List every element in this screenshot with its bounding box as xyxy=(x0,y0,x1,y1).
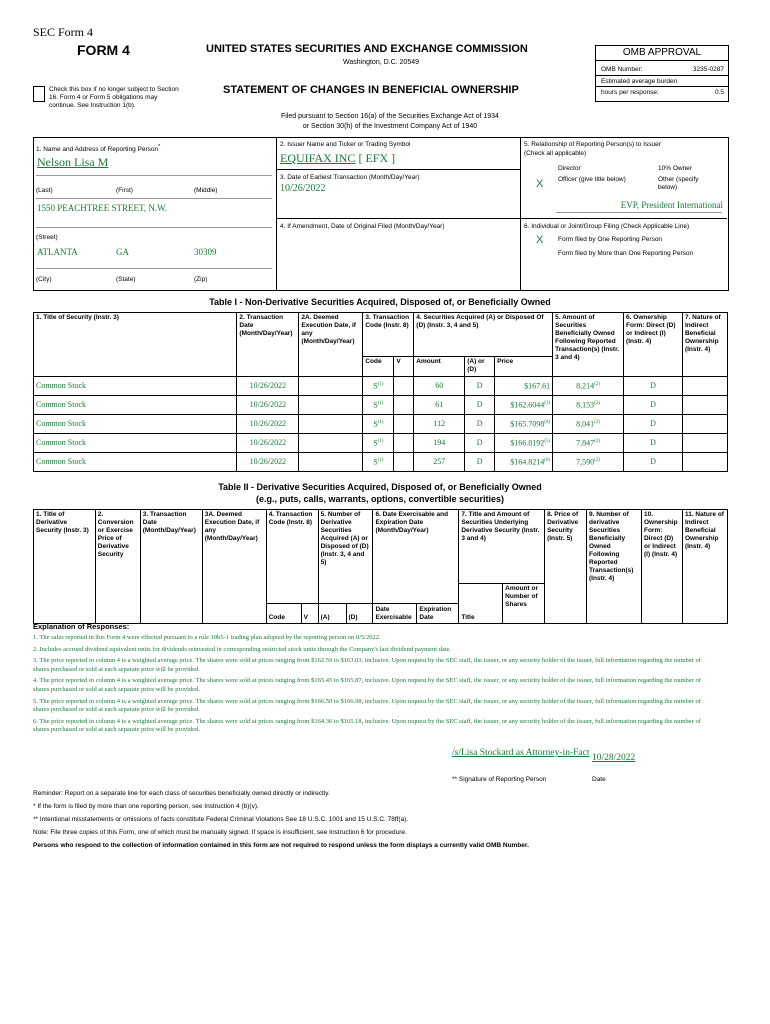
explanation-item: 6. The price reported in column 4 is a weighted average price. The shares were sold at prices ranging from $164.36 to $165.18, inclusive. Upon request by the SEC staff, the issuer, or any security holder of the issuer, full information regarding the number of shares purchased or sold at each separate price will be provided. xyxy=(33,717,701,734)
t1-price: Price xyxy=(495,357,553,377)
officer-title: EVP, President International xyxy=(620,200,723,210)
row-form xyxy=(624,415,683,434)
explanation-item: 2. Includes accrued dividend equivalent units for dividends reinvested in corresponding restricted stock units through the Company's last dividend payment date. xyxy=(33,645,452,653)
signature-date: 10/28/2022 xyxy=(592,753,636,763)
row-owned xyxy=(553,415,624,434)
issuer-name-ticker[interactable] xyxy=(280,151,395,166)
t1-h6: 6. Ownership Form: Direct (D) or Indirect (I) (Instr. 4) xyxy=(624,313,683,377)
footnote-ref: (2) xyxy=(594,458,600,464)
signature-name: /s/Lisa Stockard as Attorney-in-Fact xyxy=(452,748,590,758)
row-owned-value: 7,590 xyxy=(576,457,595,467)
more-than-one-option[interactable]: Form filed by More than One Reporting Person xyxy=(558,250,694,257)
omb-number-value: 3235-0287 xyxy=(692,66,724,73)
explanation-list xyxy=(33,634,713,738)
row-price-value: $166.8192 xyxy=(510,438,545,448)
director-option[interactable]: Director xyxy=(558,165,581,172)
t2-amount-shares: Amount or Number of Shares xyxy=(503,584,545,624)
row-amount xyxy=(414,396,465,415)
row-form xyxy=(624,377,683,396)
filed-pursuant-line1: Filed pursuant to Section 16(a) of the Securities Exchange Act of 1934 xyxy=(281,113,499,120)
table-row xyxy=(34,434,728,453)
row-owned-value: 8,041 xyxy=(576,419,595,429)
row-a-or-d-value: D xyxy=(476,400,483,409)
t2-h3a: 3A. Deemed Execution Date, if any (Month/Day/Year) xyxy=(202,510,266,624)
row-form-value: D xyxy=(650,438,656,447)
row-form xyxy=(624,434,683,453)
t2-h7: 7. Title and Amount of Securities Underlying Derivative Security (Instr. 3 and 4) xyxy=(459,510,545,584)
location: Washington, D.C. 20549 xyxy=(343,59,420,66)
table2-title1: Table II - Derivative Securities Acquired, Disposed of, or Beneficially Owned xyxy=(218,482,542,492)
state: GA xyxy=(116,247,129,257)
t1-h7: 7. Nature of Indirect Beneficial Ownership (Instr. 4) xyxy=(682,313,727,377)
omb-number-label: OMB Number: xyxy=(601,66,643,73)
t1-h1: 1. Title of Security (Instr. 3) xyxy=(34,313,237,377)
earliest-transaction-date: 10/26/2022 xyxy=(280,183,326,194)
row-a-or-d-value: D xyxy=(476,457,483,466)
table2 xyxy=(33,509,728,624)
t2-h4: 4. Transaction Code (Instr. 8) xyxy=(266,510,318,604)
amendment-label: 4. If Amendment, Date of Original Filed (Month/Day/Year) xyxy=(280,223,445,230)
row-owned xyxy=(553,396,624,415)
t1-h2a: 2A. Deemed Execution Date, if any (Month/Day/Year) xyxy=(299,313,363,377)
row-title xyxy=(34,453,237,472)
footer-note-2: ** Intentional misstatements or omissions of facts constitute Federal Criminal Violations See 18 U.S.C. 1001 and 15 U.S.C. 78ff(a). xyxy=(33,816,409,823)
row-deemed xyxy=(299,453,363,472)
row-amount-value: 194 xyxy=(433,438,446,447)
row-form-value: D xyxy=(650,381,656,390)
row-a-or-d xyxy=(465,434,495,453)
footer-note-1: * If the form is filed by more than one reporting person, see Instruction 4 (b)(v). xyxy=(33,803,259,810)
filing-label: 6. Individual or Joint/Group Filing (Check Applicable Line) xyxy=(524,223,690,230)
row-v xyxy=(394,377,414,396)
footnote-ref: (1) xyxy=(377,439,384,445)
table1 xyxy=(33,312,728,472)
footnote-ref: (5) xyxy=(544,439,551,445)
row-date-value: 10/26/2022 xyxy=(249,457,287,466)
t2-h5: 5. Number of Derivative Securities Acquired (A) or Disposed of (D) (Instr. 3, 4 and 5) xyxy=(318,510,373,604)
t1-amount: Amount xyxy=(414,357,465,377)
earliest-transaction-label: 3. Date of Earliest Transaction (Month/Day/Year) xyxy=(280,174,420,181)
explanation-heading: Explanation of Responses: xyxy=(33,622,130,631)
issuer-ticker: [ EFX ] xyxy=(358,151,396,165)
footnote-ref: (2) xyxy=(594,420,600,426)
row-price xyxy=(495,396,553,415)
row-date-value: 10/26/2022 xyxy=(249,438,287,447)
row-deemed xyxy=(299,434,363,453)
zip: 30309 xyxy=(194,247,217,257)
row-nature xyxy=(682,434,727,453)
row-amount-value: 60 xyxy=(435,381,444,390)
middle-label: (Middle) xyxy=(194,187,218,194)
row-nature xyxy=(682,377,727,396)
row-amount xyxy=(414,434,465,453)
row-form-value: D xyxy=(650,457,656,466)
omb-hours-value: 0.5 xyxy=(714,89,724,96)
row-amount xyxy=(414,415,465,434)
row-nature xyxy=(682,396,727,415)
state-label: (State) xyxy=(116,276,136,283)
row-amount-value: 257 xyxy=(433,457,446,466)
row-v xyxy=(394,396,414,415)
row-deemed xyxy=(299,377,363,396)
signature-label: ** Signature of Reporting Person xyxy=(452,776,547,783)
row-date-value: 10/26/2022 xyxy=(249,419,287,428)
row-form-value: D xyxy=(650,400,656,409)
box1-label: 1. Name and Address of Reporting Person* xyxy=(36,144,161,154)
row-a-or-d xyxy=(465,415,495,434)
row-owned-value: 7,847 xyxy=(576,438,595,448)
t2-v: V xyxy=(301,604,318,624)
row-price xyxy=(495,377,553,396)
t2-d: (D) xyxy=(346,604,373,624)
omb-hours-label: hours per response: xyxy=(601,89,659,96)
t1-code: Code xyxy=(363,357,394,377)
omb-burden-label: Estimated average burden xyxy=(601,78,678,85)
row-v xyxy=(394,453,414,472)
row-form xyxy=(624,396,683,415)
row-nature xyxy=(682,453,727,472)
t1-aord: (A) or (D) xyxy=(465,357,495,377)
row-a-or-d xyxy=(465,453,495,472)
no-longer-subject-checkbox[interactable] xyxy=(33,86,45,102)
table-row xyxy=(34,415,728,434)
row-v xyxy=(394,434,414,453)
zip-label: (Zip) xyxy=(194,276,208,283)
row-price-value: $164.8214 xyxy=(510,457,545,467)
table-row xyxy=(34,396,728,415)
row-title-value: Common Stock xyxy=(36,381,87,390)
t2-h11: 11. Nature of Indirect Beneficial Ownership (Instr. 4) xyxy=(682,510,727,624)
row-owned xyxy=(553,434,624,453)
row-form-value: D xyxy=(650,419,656,428)
row-code xyxy=(363,415,394,434)
row-code-value: S xyxy=(373,457,378,467)
t2-h8: 8. Price of Derivative Security (Instr. 5) xyxy=(545,510,587,624)
footnote-ref: (2) xyxy=(594,401,600,407)
table-row xyxy=(34,377,728,396)
row-owned xyxy=(553,377,624,396)
row-a-or-d-value: D xyxy=(476,381,483,390)
row-price-value: $162.6044 xyxy=(510,400,545,410)
relationship-sublabel: (Check all applicable) xyxy=(524,150,587,157)
footer-reminder: Reminder: Report on a separate line for each class of securities beneficially owned directly or indirectly. xyxy=(33,790,330,797)
row-a-or-d xyxy=(465,377,495,396)
explanation-item: 3. The price reported in column 4 is a weighted average price. The shares were sold at prices ranging from $162.59 to $163.03, inclusive. Upon request by the SEC staff, the issuer, or any security holder of the issuer, full information regarding the number of shares purchased or sold at each separate price will be provided. xyxy=(33,657,701,673)
check-box-text: Check this box if no longer subject to Section 16. Form 4 or Form 5 obligations may continue. See Instruction 1(b). xyxy=(49,86,179,109)
row-amount-value: 112 xyxy=(433,419,446,428)
row-date xyxy=(237,415,299,434)
row-a-or-d-value: D xyxy=(476,419,483,428)
street-label: (Street) xyxy=(36,234,58,241)
explanation-item: 1. The sales reported in this Form 4 were effected pursuant to a rule 10b5-1 trading plan adopted by the reporting person on 8/5/2022. xyxy=(33,634,381,641)
t2-code: Code xyxy=(266,604,301,624)
row-code-value: S xyxy=(373,419,378,429)
footnote-ref: (2) xyxy=(594,439,600,445)
footer-note-4: Persons who respond to the collection of information contained in this form are not required to respond unless the form displays a currently valid OMB Number. xyxy=(33,842,529,849)
row-owned-value: 8,214 xyxy=(576,381,595,391)
row-price-value: $167.61 xyxy=(524,381,551,391)
row-code xyxy=(363,453,394,472)
row-deemed xyxy=(299,396,363,415)
table-row xyxy=(34,453,728,472)
one-person-option[interactable]: Form filed by One Reporting Person xyxy=(558,236,663,243)
row-nature xyxy=(682,415,727,434)
last-label: (Last) xyxy=(36,187,53,194)
row-v xyxy=(394,415,414,434)
relationship-label: 5. Relationship of Reporting Person(s) to Issuer xyxy=(524,141,661,148)
filed-pursuant-line2: or Section 30(h) of the Investment Company Act of 1940 xyxy=(302,123,478,130)
row-amount-value: 61 xyxy=(435,400,444,409)
explanation-item: 4. The price reported in column 4 is a weighted average price. The shares were sold at prices ranging from $165.45 to $165.87, inclusive. Upon request by the SEC staff, the issuer, or any security holder of the issuer, full information regarding the number of shares purchased or sold at each separate price will be provided. xyxy=(33,677,701,693)
date-label: Date xyxy=(592,776,606,783)
row-amount xyxy=(414,377,465,396)
t2-exp: Expiration Date xyxy=(417,604,459,624)
t2-h6: 6. Date Exercisable and Expiration Date (Month/Day/Year) xyxy=(373,510,459,604)
omb-approval-box xyxy=(595,45,729,102)
row-owned xyxy=(553,453,624,472)
t1-h2: 2. Transaction Date (Month/Day/Year) xyxy=(237,313,299,377)
row-title-value: Common Stock xyxy=(36,419,87,428)
t2-h3: 3. Transaction Date (Month/Day/Year) xyxy=(140,510,202,624)
row-price xyxy=(495,434,553,453)
row-price xyxy=(495,453,553,472)
t2-title: Title xyxy=(459,584,503,624)
officer-check-mark[interactable]: X xyxy=(536,178,544,190)
row-title-value: Common Stock xyxy=(36,400,87,409)
row-date xyxy=(237,396,299,415)
sec-form-label: SEC Form 4 xyxy=(33,25,94,39)
row-title xyxy=(34,434,237,453)
row-price xyxy=(495,415,553,434)
footnote-ref: (1) xyxy=(377,401,384,407)
footnote-ref: (1) xyxy=(377,382,384,388)
row-code-value: S xyxy=(373,400,378,410)
first-label: (First) xyxy=(116,187,133,194)
footnote-ref: (3) xyxy=(544,401,551,407)
t2-h2: 2. Conversion or Exercise Price of Derivative Security xyxy=(95,510,140,624)
row-form xyxy=(624,453,683,472)
row-date-value: 10/26/2022 xyxy=(249,381,287,390)
row-a-or-d xyxy=(465,396,495,415)
city-label: (City) xyxy=(36,276,52,283)
t1-h4: 4. Securities Acquired (A) or Disposed Of (D) (Instr. 3, 4 and 5) xyxy=(414,313,553,357)
issuer-name[interactable]: EQUIFAX INC xyxy=(280,151,356,165)
row-date-value: 10/26/2022 xyxy=(249,400,287,409)
t2-h9: 9. Number of derivative Securities Beneficially Owned Following Reported Transaction(s) (Instr. 4) xyxy=(587,510,642,624)
row-code xyxy=(363,396,394,415)
footnote-ref: (1) xyxy=(377,420,384,426)
footer-note-3: Note: File three copies of this Form, one of which must be manually signed. If space is insufficient, see Instruction 6 for procedure. xyxy=(33,829,407,836)
row-deemed xyxy=(299,415,363,434)
row-title xyxy=(34,396,237,415)
row-title-value: Common Stock xyxy=(36,457,87,466)
street-address: 1550 PEACHTREE STREET, N.W. xyxy=(37,203,167,213)
form-title: FORM 4 xyxy=(77,42,130,58)
t2-a: (A) xyxy=(318,604,346,624)
footnote-ref: (2) xyxy=(594,382,600,388)
row-date xyxy=(237,377,299,396)
explanation-item: 5. The price reported in column 4 is a weighted average price. The shares were sold at prices ranging from $166.50 to $166.98, inclusive. Upon request by the SEC staff, the issuer, or any security holder of the issuer, full information regarding the number of shares purchased or sold at each separate price will be provided. xyxy=(33,697,701,714)
table1-title: Table I - Non-Derivative Securities Acquired, Disposed of, or Beneficially Owned xyxy=(209,297,551,307)
row-title xyxy=(34,377,237,396)
omb-title: OMB APPROVAL xyxy=(596,46,728,61)
ten-percent-owner-option[interactable]: 10% Owner xyxy=(658,165,692,172)
row-owned-value: 8,153 xyxy=(576,400,595,410)
row-a-or-d-value: D xyxy=(476,438,483,447)
other-option[interactable]: Other (specify below) xyxy=(658,176,699,191)
t1-v: V xyxy=(394,357,414,377)
t2-h1: 1. Title of Derivative Security (Instr. 3) xyxy=(34,510,96,624)
t1-h3: 3. Transaction Code (Instr. 8) xyxy=(363,313,414,357)
commission-title: UNITED STATES SECURITIES AND EXCHANGE COMMISSION xyxy=(206,43,528,55)
one-person-check-mark[interactable]: X xyxy=(536,234,544,246)
row-date xyxy=(237,453,299,472)
row-code xyxy=(363,434,394,453)
t2-h10: 10. Ownership Form: Direct (D) or Indirect (I) (Instr. 4) xyxy=(641,510,682,624)
row-code-value: S xyxy=(373,438,378,448)
row-date xyxy=(237,434,299,453)
footnote-ref: (4) xyxy=(544,420,551,426)
statement-title: STATEMENT OF CHANGES IN BENEFICIAL OWNERSHIP xyxy=(223,84,519,96)
reporting-person-name[interactable]: Nelson Lisa M xyxy=(37,155,109,169)
row-price-value: $165.7098 xyxy=(510,419,545,429)
row-code-value: S xyxy=(373,381,378,391)
row-amount xyxy=(414,453,465,472)
row-code xyxy=(363,377,394,396)
footnote-ref: (6) xyxy=(544,458,551,464)
officer-option[interactable]: Officer (give title below) xyxy=(558,176,626,183)
row-title xyxy=(34,415,237,434)
row-title-value: Common Stock xyxy=(36,438,87,447)
city: ATLANTA xyxy=(37,247,78,257)
t2-date-ex: Date Exercisable xyxy=(373,604,417,624)
footnote-ref: (1) xyxy=(377,458,384,464)
table2-title2: (e.g., puts, calls, warrants, options, convertible securities) xyxy=(255,494,505,504)
issuer-label: 2. Issuer Name and Ticker or Trading Symbol xyxy=(280,141,411,148)
t1-h5: 5. Amount of Securities Beneficially Owned Following Reported Transaction(s) (Instr. 3 and 4) xyxy=(553,313,624,377)
